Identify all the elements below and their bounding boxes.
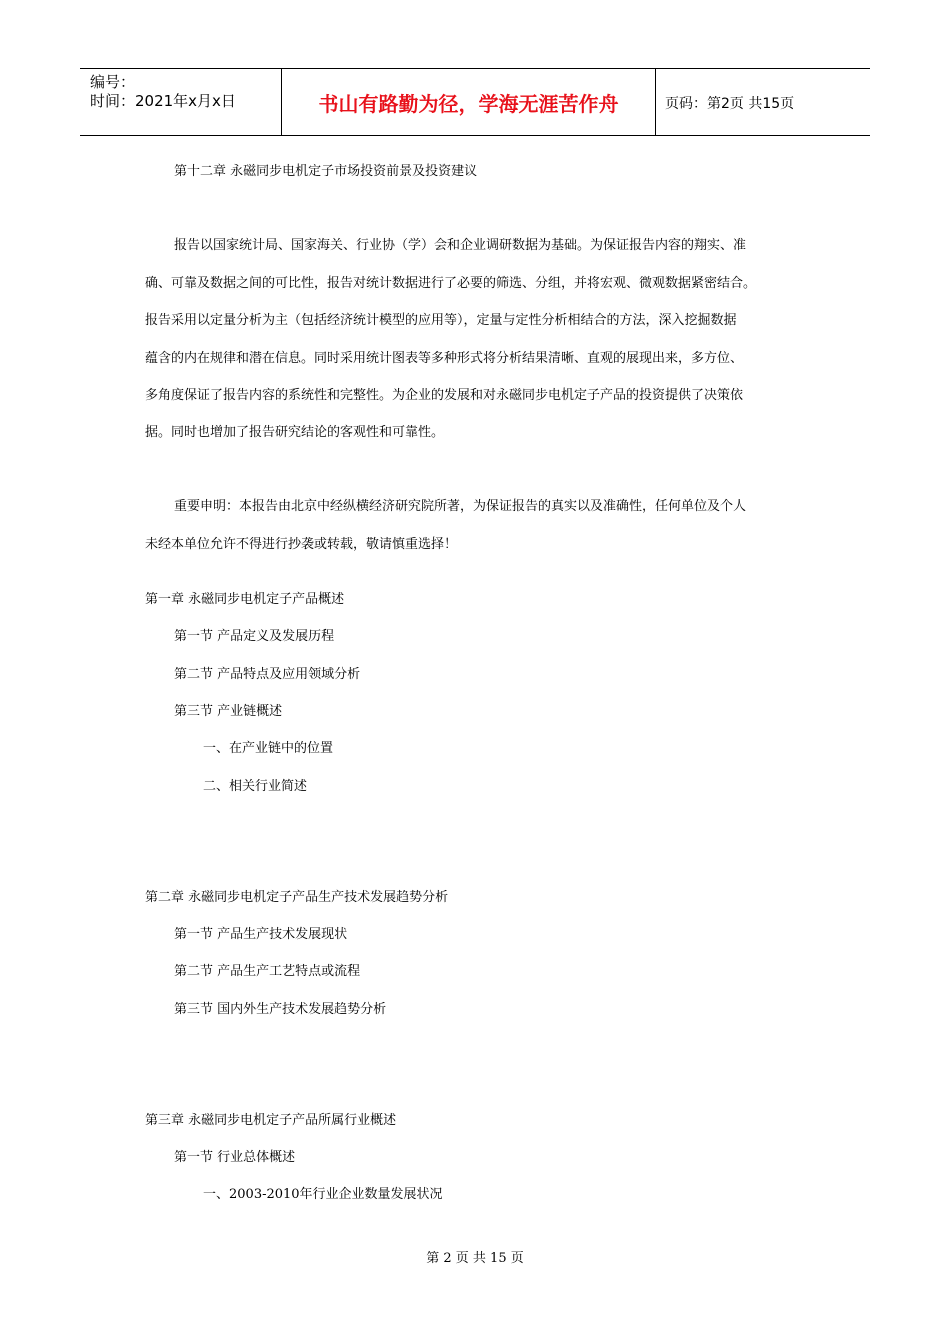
header-meta-cell <box>80 69 282 135</box>
chapter12-title: 第十二章 永磁同步电机定子市场投资前景及投资建议 <box>174 164 478 179</box>
toc-ch1-subsection-1: 一、在产业链中的位置 <box>203 741 334 756</box>
toc-ch2-section-1: 第一节 产品生产技术发展现状 <box>174 927 348 942</box>
toc-ch2-section-2: 第二节 产品生产工艺特点或流程 <box>174 964 361 979</box>
toc-chapter-3: 第三章 永磁同步电机定子产品所属行业概述 <box>145 1113 397 1128</box>
intro-line: 据。同时也增加了报告研究结论的客观性和可靠性。 <box>145 425 445 440</box>
intro-line: 确、可靠及数据之间的可比性，报告对统计数据进行了必要的筛选、分组，并将宏观、微观数据紧密结合。 <box>145 276 757 291</box>
intro-line: 报告采用以定量分析为主（包括经济统计模型的应用等），定量与定性分析相结合的方法，深入挖掘数据 <box>145 313 737 328</box>
header-table <box>80 68 870 136</box>
toc-ch3-section-1: 第一节 行业总体概述 <box>174 1150 296 1165</box>
page-footer: 第 2 页 共 15 页 <box>426 1251 524 1266</box>
date-label: 时间：2021年x月x日 <box>90 92 236 110</box>
intro-line: 多角度保证了报告内容的系统性和完整性。为企业的发展和对永磁同步电机定子产品的投资提供了决策依 <box>145 388 744 403</box>
toc-ch1-subsection-2: 二、相关行业简述 <box>203 779 308 794</box>
toc-ch2-section-3: 第三节 国内外生产技术发展趋势分析 <box>174 1002 387 1017</box>
intro-line: 报告以国家统计局、国家海关、行业协（学）会和企业调研数据为基础。为保证报告内容的翔实、准 <box>174 238 747 253</box>
toc-ch1-section-3: 第三节 产业链概述 <box>174 704 283 719</box>
statement-line: 重要申明：本报告由北京中经纵横经济研究院所著，为保证报告的真实以及准确性，任何单位及个人 <box>174 499 747 514</box>
toc-chapter-1: 第一章 永磁同步电机定子产品概述 <box>145 592 345 607</box>
intro-line: 蕴含的内在规律和潜在信息。同时采用统计图表等多种形式将分析结果清晰、直观的展现出来，多方位、 <box>145 351 744 366</box>
toc-ch3-subsection-1: 一、2003-2010年行业企业数量发展状况 <box>203 1187 443 1202</box>
toc-ch1-section-1: 第一节 产品定义及发展历程 <box>174 629 335 644</box>
toc-ch1-section-2: 第二节 产品特点及应用领域分析 <box>174 667 361 682</box>
statement-line: 未经本单位允许不得进行抄袭或转载，敬请慎重选择！ <box>145 537 458 552</box>
motto: 书山有路勤为径，学海无涯苦作舟 <box>282 69 656 135</box>
toc-chapter-2: 第二章 永磁同步电机定子产品生产技术发展趋势分析 <box>145 890 449 905</box>
page-info: 页码：第2页 共15页 <box>665 96 795 112</box>
code-label: 编号： <box>90 73 136 91</box>
